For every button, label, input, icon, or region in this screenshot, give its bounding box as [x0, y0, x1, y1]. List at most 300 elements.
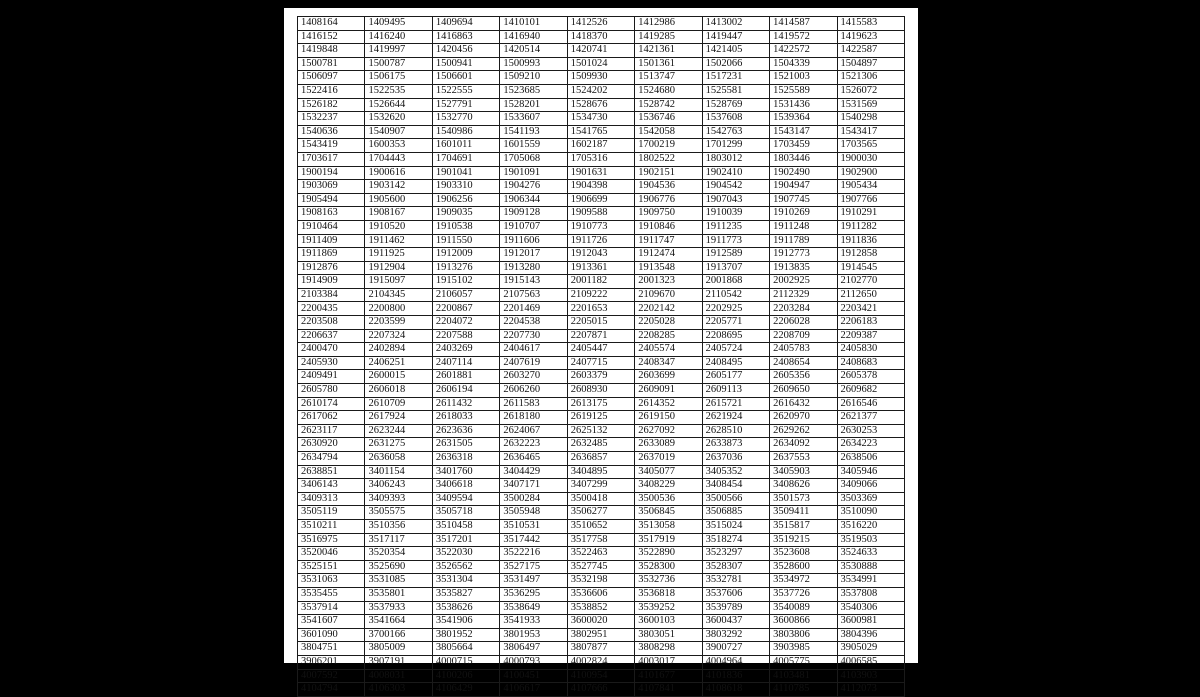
table-cell: 2619125 [567, 411, 634, 425]
table-cell: 3531063 [298, 574, 365, 588]
table-cell: 1542058 [635, 125, 702, 139]
table-cell: 1540298 [837, 112, 905, 126]
table-cell: 3905029 [837, 642, 905, 656]
table-cell: 2638851 [298, 465, 365, 479]
table-cell: 3523297 [702, 547, 769, 561]
table-cell: 3537914 [298, 601, 365, 615]
table-cell: 3541664 [365, 615, 432, 629]
table-cell: 3506277 [567, 506, 634, 520]
table-cell: 2636465 [500, 452, 567, 466]
table-cell: 1902900 [837, 166, 905, 180]
table-cell: 3515024 [702, 519, 769, 533]
table-cell: 3600981 [837, 615, 905, 629]
table-cell: 1533607 [500, 112, 567, 126]
table-cell: 3517919 [635, 533, 702, 547]
table-cell: 3907191 [365, 655, 432, 669]
table-cell: 1418370 [567, 30, 634, 44]
table-cell: 3900727 [702, 642, 769, 656]
table-cell: 2201469 [500, 302, 567, 316]
table-cell: 1910291 [837, 207, 905, 221]
table-cell: 1509210 [500, 71, 567, 85]
table-cell: 2109222 [567, 288, 634, 302]
table-cell: 2207588 [432, 329, 499, 343]
table-cell: 1912589 [702, 248, 769, 262]
table-row [298, 560, 905, 574]
table-cell: 1521003 [770, 71, 837, 85]
table-cell: 3538649 [500, 601, 567, 615]
table-cell: 4101836 [702, 669, 769, 683]
table-cell: 1409694 [432, 17, 499, 31]
table-cell: 3530888 [837, 560, 905, 574]
table-cell: 2627092 [635, 424, 702, 438]
table-cell: 1416863 [432, 30, 499, 44]
table-cell: 2633873 [702, 438, 769, 452]
table-cell: 1414587 [770, 17, 837, 31]
table-cell: 3404429 [500, 465, 567, 479]
table-cell: 2208285 [635, 329, 702, 343]
table-cell: 1902490 [770, 166, 837, 180]
table-row [298, 302, 905, 316]
table-cell: 3517201 [432, 533, 499, 547]
table-cell: 2614352 [635, 397, 702, 411]
table-row [298, 17, 905, 31]
table-cell: 2624067 [500, 424, 567, 438]
table-cell: 2623636 [432, 424, 499, 438]
table-row [298, 220, 905, 234]
table-cell: 2634794 [298, 452, 365, 466]
table-cell: 1601559 [500, 139, 567, 153]
table-cell: 1421405 [702, 44, 769, 58]
table-cell: 3522890 [635, 547, 702, 561]
table-cell: 2605780 [298, 384, 365, 398]
table-cell: 2403269 [432, 343, 499, 357]
table-cell: 3536295 [500, 587, 567, 601]
table-cell: 1526644 [365, 98, 432, 112]
table-cell: 2615721 [702, 397, 769, 411]
table-cell: 1901091 [500, 166, 567, 180]
table-cell: 3500536 [635, 492, 702, 506]
table-cell: 2600015 [365, 370, 432, 384]
table-cell: 2609113 [702, 384, 769, 398]
table-cell: 1416240 [365, 30, 432, 44]
table-cell: 2405447 [567, 343, 634, 357]
table-cell: 1906256 [432, 193, 499, 207]
table-cell: 1911789 [770, 234, 837, 248]
table-cell: 3500566 [702, 492, 769, 506]
table-cell: 1419848 [298, 44, 365, 58]
table-cell: 3524633 [837, 547, 905, 561]
table-row [298, 44, 905, 58]
table-cell: 2109670 [635, 288, 702, 302]
table-cell: 3516220 [837, 519, 905, 533]
table-cell: 3510090 [837, 506, 905, 520]
table-cell: 1422587 [837, 44, 905, 58]
table-cell: 1910707 [500, 220, 567, 234]
table-cell: 2618180 [500, 411, 567, 425]
table-cell: 3505948 [500, 506, 567, 520]
table-cell: 2200800 [365, 302, 432, 316]
table-cell: 2407619 [500, 356, 567, 370]
table-row [298, 683, 905, 697]
table-cell: 1913276 [432, 261, 499, 275]
table-cell: 1412986 [635, 17, 702, 31]
table-cell: 4003017 [635, 655, 702, 669]
table-cell: 1915097 [365, 275, 432, 289]
table-cell: 1907745 [770, 193, 837, 207]
table-row [298, 533, 905, 547]
table-row [298, 506, 905, 520]
table-cell: 2205771 [702, 316, 769, 330]
table-cell: 1912474 [635, 248, 702, 262]
table-cell: 1524680 [635, 84, 702, 98]
table-cell: 1522555 [432, 84, 499, 98]
table-cell: 3525151 [298, 560, 365, 574]
table-cell: 3537726 [770, 587, 837, 601]
table-cell: 2002925 [770, 275, 837, 289]
table-cell: 2204072 [432, 316, 499, 330]
table-row [298, 615, 905, 629]
table-cell: 3409313 [298, 492, 365, 506]
table-cell: 1513747 [635, 71, 702, 85]
table-cell: 3600437 [702, 615, 769, 629]
table-cell: 1543417 [837, 125, 905, 139]
table-cell: 1703617 [298, 152, 365, 166]
table-cell: 2605177 [702, 370, 769, 384]
table-cell: 1912904 [365, 261, 432, 275]
table-cell: 1908163 [298, 207, 365, 221]
table-cell: 1408164 [298, 17, 365, 31]
table-cell: 3517442 [500, 533, 567, 547]
table-cell: 3406143 [298, 479, 365, 493]
table-cell: 2611432 [432, 397, 499, 411]
table-cell: 1704443 [365, 152, 432, 166]
table-cell: 1419997 [365, 44, 432, 58]
table-cell: 1536746 [635, 112, 702, 126]
table-cell: 2637036 [702, 452, 769, 466]
table-cell: 3540089 [770, 601, 837, 615]
table-cell: 2405930 [298, 356, 365, 370]
table-cell: 1419623 [837, 30, 905, 44]
table-cell: 1500993 [500, 57, 567, 71]
table-cell: 4004964 [702, 655, 769, 669]
table-cell: 3540306 [837, 601, 905, 615]
table-cell: 1705316 [567, 152, 634, 166]
table-row [298, 193, 905, 207]
table-cell: 3531304 [432, 574, 499, 588]
table-cell: 3408626 [770, 479, 837, 493]
table-cell: 2625132 [567, 424, 634, 438]
table-cell: 3536818 [635, 587, 702, 601]
table-cell: 2630920 [298, 438, 365, 452]
table-cell: 1419285 [635, 30, 702, 44]
table-cell: 2628510 [702, 424, 769, 438]
table-cell: 3520354 [365, 547, 432, 561]
table-cell: 2106057 [432, 288, 499, 302]
table-cell: 2408683 [837, 356, 905, 370]
table-row [298, 57, 905, 71]
table-cell: 4007592 [298, 669, 365, 683]
table-cell: 4106617 [500, 683, 567, 697]
table-cell: 3803292 [702, 628, 769, 642]
table-cell: 3801953 [500, 628, 567, 642]
table-cell: 2408654 [770, 356, 837, 370]
table-cell: 1420456 [432, 44, 499, 58]
table-cell: 3506885 [702, 506, 769, 520]
table-cell: 3532781 [702, 574, 769, 588]
table-cell: 2207324 [365, 329, 432, 343]
table-cell: 3539789 [702, 601, 769, 615]
table-cell: 1803446 [770, 152, 837, 166]
table-cell: 2408495 [702, 356, 769, 370]
table-cell: 1903142 [365, 180, 432, 194]
table-cell: 1422572 [770, 44, 837, 58]
table-cell: 3407171 [500, 479, 567, 493]
table-cell: 2631275 [365, 438, 432, 452]
table-cell: 3517117 [365, 533, 432, 547]
table-row [298, 547, 905, 561]
table-cell: 4000715 [432, 655, 499, 669]
table-cell: 2606018 [365, 384, 432, 398]
table-cell: 4101677 [635, 669, 702, 683]
table-cell: 3537808 [837, 587, 905, 601]
table-cell: 3537606 [702, 587, 769, 601]
table-cell: 1803012 [702, 152, 769, 166]
table-cell: 2623117 [298, 424, 365, 438]
table-cell: 1911235 [702, 220, 769, 234]
table-cell: 1904536 [635, 180, 702, 194]
table-cell: 3517758 [567, 533, 634, 547]
table-cell: 1420514 [500, 44, 567, 58]
table-cell: 1501024 [567, 57, 634, 71]
table-cell: 1912017 [500, 248, 567, 262]
table-cell: 4106303 [365, 683, 432, 697]
table-cell: 1914909 [298, 275, 365, 289]
table-cell: 3500418 [567, 492, 634, 506]
table-cell: 3528600 [770, 560, 837, 574]
table-row [298, 452, 905, 466]
table-cell: 4006585 [837, 655, 905, 669]
table-cell: 1541193 [500, 125, 567, 139]
table-cell: 2630253 [837, 424, 905, 438]
table-cell: 2112329 [770, 288, 837, 302]
table-cell: 1913707 [702, 261, 769, 275]
table-cell: 1902151 [635, 166, 702, 180]
table-cell: 1911462 [365, 234, 432, 248]
table-cell: 1911869 [298, 248, 365, 262]
table-row [298, 411, 905, 425]
table-cell: 1532237 [298, 112, 365, 126]
table-cell: 2200867 [432, 302, 499, 316]
table-cell: 1419447 [702, 30, 769, 44]
table-cell: 2207871 [567, 329, 634, 343]
table-cell: 1416940 [500, 30, 567, 44]
table-cell: 2208709 [770, 329, 837, 343]
table-cell: 3806497 [500, 642, 567, 656]
table-cell: 1704691 [432, 152, 499, 166]
table-cell: 1539364 [770, 112, 837, 126]
table-cell: 3601090 [298, 628, 365, 642]
table-cell: 3510652 [567, 519, 634, 533]
table-cell: 3804751 [298, 642, 365, 656]
table-cell: 2201653 [567, 302, 634, 316]
table-cell: 1909035 [432, 207, 499, 221]
table-cell: 1910464 [298, 220, 365, 234]
table-cell: 1534730 [567, 112, 634, 126]
table-row [298, 424, 905, 438]
table-cell: 3515817 [770, 519, 837, 533]
table-row [298, 98, 905, 112]
table-cell: 1502066 [702, 57, 769, 71]
table-cell: 3535801 [365, 587, 432, 601]
table-cell: 1532770 [432, 112, 499, 126]
table-cell: 4000793 [500, 655, 567, 669]
table-cell: 1528769 [702, 98, 769, 112]
table-cell: 1912043 [567, 248, 634, 262]
table-cell: 1416152 [298, 30, 365, 44]
table-cell: 1910039 [702, 207, 769, 221]
table-cell: 1911726 [567, 234, 634, 248]
table-cell: 2621377 [837, 411, 905, 425]
table-cell: 3505718 [432, 506, 499, 520]
roll-number-table [297, 16, 905, 697]
table-row [298, 601, 905, 615]
table-cell: 2206028 [770, 316, 837, 330]
table-cell: 4107666 [567, 683, 634, 697]
table-cell: 2634092 [770, 438, 837, 452]
table-cell: 2603699 [635, 370, 702, 384]
table-cell: 2617062 [298, 411, 365, 425]
table-cell: 1701299 [702, 139, 769, 153]
table-cell: 2405783 [770, 343, 837, 357]
table-cell: 1902410 [702, 166, 769, 180]
table-cell: 3522030 [432, 547, 499, 561]
table-cell: 3405077 [635, 465, 702, 479]
table-cell: 3503369 [837, 492, 905, 506]
table-cell: 3541906 [432, 615, 499, 629]
table-row [298, 261, 905, 275]
table-cell: 2202925 [702, 302, 769, 316]
table-cell: 2205028 [635, 316, 702, 330]
table-cell: 1542763 [702, 125, 769, 139]
table-row [298, 166, 905, 180]
table-cell: 3404895 [567, 465, 634, 479]
table-cell: 2402894 [365, 343, 432, 357]
table-row [298, 180, 905, 194]
table-cell: 3510458 [432, 519, 499, 533]
table-cell: 1524202 [567, 84, 634, 98]
table-row [298, 288, 905, 302]
table-cell: 3531497 [500, 574, 567, 588]
table-cell: 2001182 [567, 275, 634, 289]
table-row [298, 384, 905, 398]
table-cell: 1900194 [298, 166, 365, 180]
table-cell: 3532198 [567, 574, 634, 588]
table-cell: 3405903 [770, 465, 837, 479]
table-cell: 3534991 [837, 574, 905, 588]
table-cell: 1506601 [432, 71, 499, 85]
table-cell: 2636318 [432, 452, 499, 466]
table-cell: 1413002 [702, 17, 769, 31]
table-cell: 1910520 [365, 220, 432, 234]
table-cell: 1509930 [567, 71, 634, 85]
table-cell: 1540636 [298, 125, 365, 139]
table-cell: 1912858 [837, 248, 905, 262]
table-cell: 3538626 [432, 601, 499, 615]
table-cell: 3501573 [770, 492, 837, 506]
table-cell: 3516975 [298, 533, 365, 547]
table-row [298, 492, 905, 506]
table-cell: 1410101 [500, 17, 567, 31]
table-cell: 4110785 [770, 683, 837, 697]
table-cell: 1523685 [500, 84, 567, 98]
table-cell: 3510531 [500, 519, 567, 533]
table-cell: 2632485 [567, 438, 634, 452]
table-cell: 1543147 [770, 125, 837, 139]
table-cell: 2637019 [635, 452, 702, 466]
table-cell: 2204538 [500, 316, 567, 330]
table-cell: 1911550 [432, 234, 499, 248]
table-row [298, 587, 905, 601]
table-cell: 1703565 [837, 139, 905, 153]
table-cell: 1500787 [365, 57, 432, 71]
table-cell: 1532620 [365, 112, 432, 126]
table-cell: 1541765 [567, 125, 634, 139]
table-cell: 3803051 [635, 628, 702, 642]
table-cell: 2637553 [770, 452, 837, 466]
table-cell: 1531436 [770, 98, 837, 112]
table-row [298, 316, 905, 330]
table-cell: 1901631 [567, 166, 634, 180]
table-cell: 4112073 [837, 683, 905, 697]
table-cell: 1540907 [365, 125, 432, 139]
table-row [298, 479, 905, 493]
table-cell: 1522416 [298, 84, 365, 98]
table-cell: 2405724 [702, 343, 769, 357]
table-cell: 2619150 [635, 411, 702, 425]
table-cell: 1904947 [770, 180, 837, 194]
table-row [298, 465, 905, 479]
table-cell: 1910846 [635, 220, 702, 234]
table-cell: 3802951 [567, 628, 634, 642]
table-cell: 1528742 [635, 98, 702, 112]
table-cell: 3801952 [432, 628, 499, 642]
table-cell: 3535827 [432, 587, 499, 601]
table-cell: 2605356 [770, 370, 837, 384]
table-cell: 2601881 [432, 370, 499, 384]
table-cell: 1904398 [567, 180, 634, 194]
table-cell: 2206637 [298, 329, 365, 343]
table-row [298, 125, 905, 139]
table-cell: 3523608 [770, 547, 837, 561]
table-cell: 3903985 [770, 642, 837, 656]
table-cell: 2200435 [298, 302, 365, 316]
table-cell: 1526182 [298, 98, 365, 112]
table-cell: 3534972 [770, 574, 837, 588]
table-cell: 4005775 [770, 655, 837, 669]
table-cell: 1910269 [770, 207, 837, 221]
table-cell: 1527791 [432, 98, 499, 112]
table-cell: 1906776 [635, 193, 702, 207]
table-cell: 2110542 [702, 288, 769, 302]
table-row [298, 370, 905, 384]
table-cell: 2638506 [837, 452, 905, 466]
table-cell: 4008031 [365, 669, 432, 683]
table-cell: 1531569 [837, 98, 905, 112]
table-cell: 2205015 [567, 316, 634, 330]
table-cell: 3520046 [298, 547, 365, 561]
table-row [298, 343, 905, 357]
table-cell: 4100954 [567, 669, 634, 683]
